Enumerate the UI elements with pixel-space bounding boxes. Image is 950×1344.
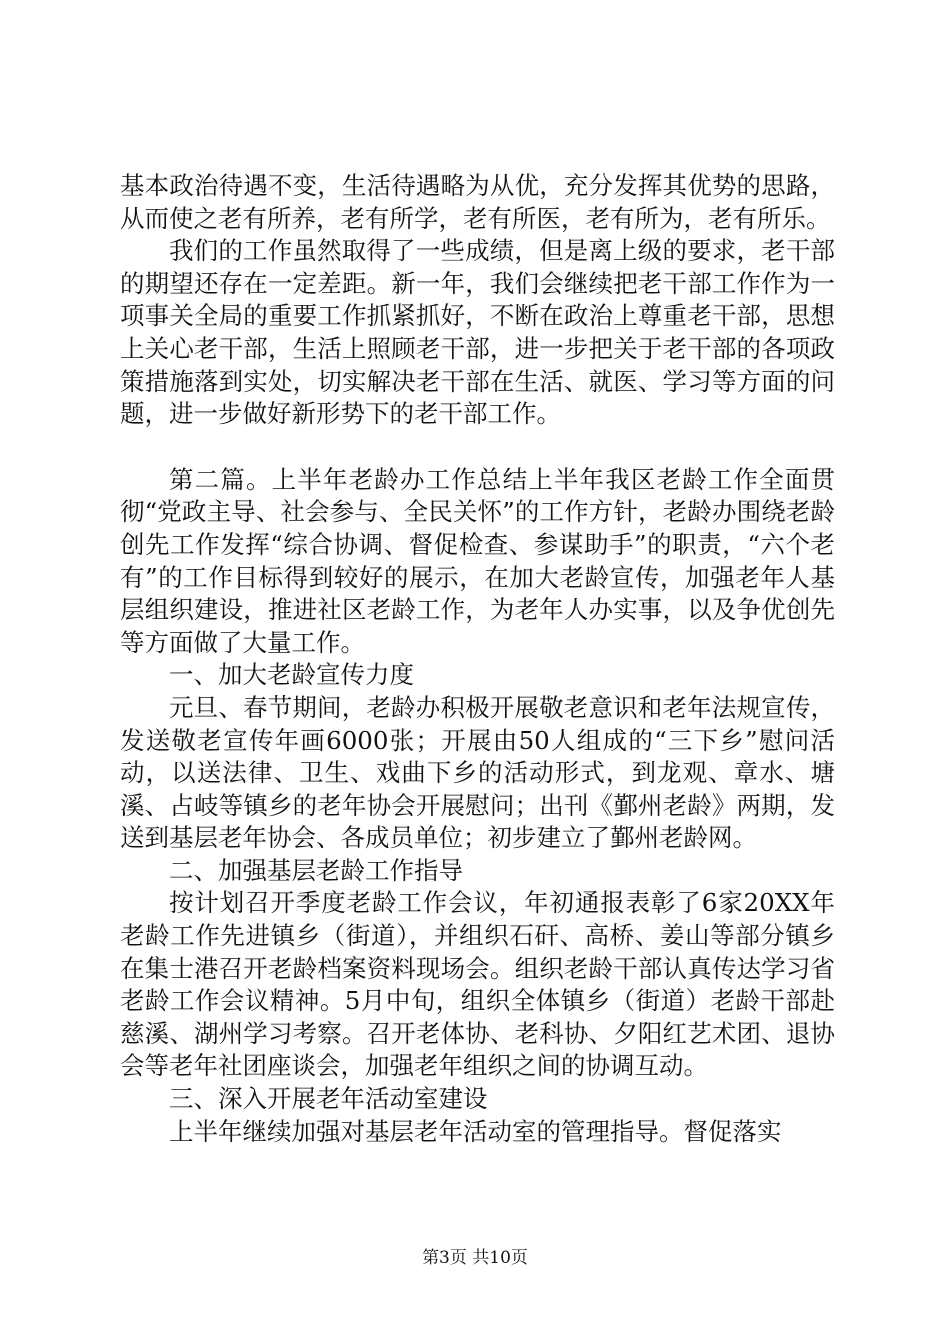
paragraph-continuation: 基本政治待遇不变，生活待遇略为从优，充分发挥其优势的思路，从而使之老有所养，老有所学，老有所医，老有所为，老有所乐。: [120, 171, 835, 233]
paragraph-section-1: 元旦、春节期间，老龄办积极开展敬老意识和老年法规宣传，发送敬老宣传年画6000张；开展由50人组成的“三下乡”慰问活动，以送法律、卫生、戏曲下乡的活动形式，到龙观、章水、塘溪、占岐等镇乡的老年协会开展慰问；出刊《鄞州老龄》两期，发送到基层老年协会、各成员单位；初步建立了鄞州老龄网。: [120, 692, 835, 853]
section-heading-2: 二、加强基层老龄工作指导: [169, 855, 463, 885]
paragraph-part-two-intro: 第二篇。上半年老龄办工作总结上半年我区老龄工作全面贯彻“党政主导、社会参与、全民关怀”的工作方针，老龄办围绕老龄创先工作发挥“综合协调、督促检查、参谋助手”的职责，“六个老有”的工作目标得到较好的展示，在加大老龄宣传，加强老年人基层组织建设，推进社区老龄工作，为老年人办实事，以及争优创先等方面做了大量工作。: [120, 464, 835, 657]
section-heading-3: 三、深入开展老年活动室建设: [169, 1084, 488, 1114]
paragraph-section-2: 按计划召开季度老龄工作会议，年初通报表彰了6家20XX年老龄工作先进镇乡（街道），并组织石矸、高桥、姜山等部分镇乡在集士港召开老龄档案资料现场会。组织老龄干部认真传达学习省老龄工作会议精神。5月中旬，组织全体镇乡（街道）老龄干部赴慈溪、湖州学习考察。召开老体协、老科协、夕阳红艺术团、退协会等老年社团座谈会，加强老年组织之间的协调互动。: [120, 888, 835, 1081]
paragraph-gap: [120, 431, 835, 464]
document-body: [120, 170, 835, 1148]
paragraph-section-3: 上半年继续加强对基层老年活动室的管理指导。督促落实: [169, 1116, 782, 1146]
section-heading-1: 一、加大老龄宣传力度: [169, 660, 414, 690]
page-number-footer: 第3页 共10页: [422, 1248, 528, 1268]
paragraph-summary: 我们的工作虽然取得了一些成绩，但是离上级的要求，老干部的期望还存在一定差距。新一年，我们会继续把老干部工作作为一项事关全局的重要工作抓紧抓好，不断在政治上尊重老干部，思想上关心老干部，生活上照顾老干部，进一步把关于老干部的各项政策措施落到实处，切实解决老干部在生活、就医、学习等方面的问题，进一步做好新形势下的老干部工作。: [120, 236, 835, 429]
